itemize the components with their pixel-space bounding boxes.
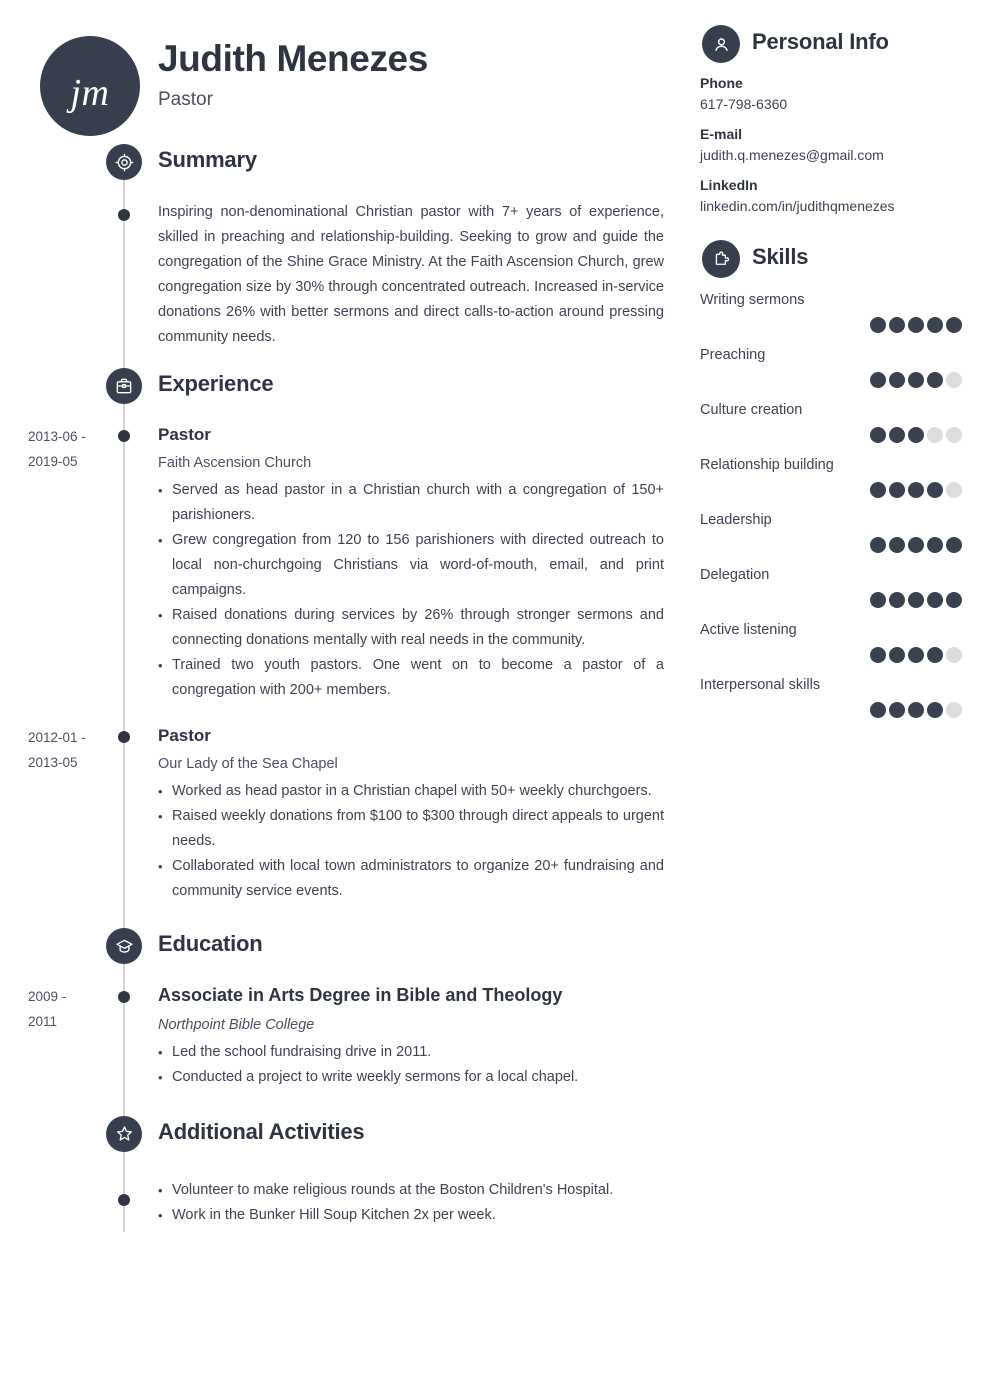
skill-row [700, 567, 990, 608]
skill-rating-dot [908, 372, 924, 388]
personal-info-header [700, 25, 990, 71]
skill-rating-dot [870, 702, 886, 718]
skills-header [700, 240, 990, 286]
section-header [0, 368, 690, 420]
skill-rating [700, 427, 990, 443]
person-icon [702, 25, 740, 63]
bullet-item: • Grew congregation from 120 to 156 parishioners with directed outreach to local non-churchgoing Christians via word-of-mouth, email, and print campaigns. [158, 528, 664, 603]
skill-rating [700, 317, 990, 333]
bullet-item: • Led the school fundraising drive in 2011. [158, 1040, 664, 1065]
entry-role: Pastor [158, 726, 211, 746]
section-header [0, 144, 690, 196]
section-experience [0, 368, 690, 904]
skill-rating-dot [870, 317, 886, 333]
section-activities [0, 1116, 690, 1228]
skill-rating-dot [908, 702, 924, 718]
skill-rating-dot [927, 592, 943, 608]
entry-degree: Associate in Arts Degree in Bible and Theology [158, 985, 563, 1006]
skill-name: Preaching [700, 347, 766, 363]
date-end: 2013-05 [28, 755, 78, 771]
section-education [0, 928, 690, 1089]
skill-rating-dot [927, 427, 943, 443]
skills-list [700, 292, 990, 718]
avatar-monogram: jm [70, 72, 110, 114]
contact-label: E-mail [700, 126, 743, 142]
summary-entry [0, 200, 690, 350]
experience-entries [0, 424, 690, 904]
section-title: Summary [158, 147, 257, 172]
skill-name: Leadership [700, 512, 772, 528]
date-start: 2009 - [28, 989, 67, 1005]
skill-rating-dot [946, 427, 962, 443]
timeline-dot [118, 209, 130, 221]
skills-title: Skills [752, 244, 809, 269]
skill-rating-dot [889, 702, 905, 718]
contact-value[interactable]: 617-798-6360 [700, 96, 788, 112]
skill-rating-dot [927, 482, 943, 498]
skill-rating-dot [889, 647, 905, 663]
activities-entry [0, 1178, 690, 1228]
section-title: Experience [158, 371, 274, 396]
target-icon [106, 144, 142, 180]
skill-rating-dot [927, 372, 943, 388]
entry-school: Northpoint Bible College [158, 1016, 315, 1033]
activities-bullet-list [158, 1178, 664, 1228]
skill-rating-dot [946, 647, 962, 663]
entry-body [0, 424, 690, 703]
star-icon [106, 1116, 142, 1152]
skill-rating-dot [870, 372, 886, 388]
skill-rating-dot [870, 537, 886, 553]
skill-rating [700, 647, 990, 663]
skill-rating-dot [889, 372, 905, 388]
skill-rating-dot [889, 537, 905, 553]
skill-rating-dot [927, 537, 943, 553]
job-title: Pastor [158, 88, 213, 110]
experience-entry [0, 424, 690, 703]
avatar [40, 36, 140, 136]
skill-rating-dot [870, 427, 886, 443]
skill-name: Interpersonal skills [700, 677, 821, 693]
page-title: Judith Menezes [158, 38, 428, 79]
activities-body [0, 1178, 690, 1228]
skill-rating [700, 592, 990, 608]
skill-rating-dot [946, 537, 962, 553]
bullet-item: • Served as head pastor in a Christian church with a congregation of 150+ parishioners. [158, 478, 664, 528]
bullet-list [158, 779, 664, 904]
bullet-item: • Work in the Bunker Hill Soup Kitchen 2x per week. [158, 1203, 664, 1228]
entry-body [0, 725, 690, 904]
contact-label: LinkedIn [700, 177, 758, 193]
skill-rating-dot [870, 647, 886, 663]
skill-row [700, 512, 990, 553]
skill-rating-dot [870, 482, 886, 498]
skill-rating-dot [870, 592, 886, 608]
contact-item [700, 177, 990, 214]
section-title: Education [158, 931, 263, 957]
skill-rating-dot [889, 317, 905, 333]
personal-info-title: Personal Info [752, 29, 889, 54]
experience-entry [0, 725, 690, 904]
bullet-item: • Conducted a project to write weekly sermons for a local chapel. [158, 1065, 664, 1090]
education-entry [0, 984, 690, 1089]
skill-row [700, 292, 990, 333]
contact-list [700, 75, 990, 214]
timeline-dot [118, 731, 130, 743]
education-entries [0, 984, 690, 1089]
skill-rating [700, 537, 990, 553]
date-end: 2011 [28, 1014, 58, 1030]
bullet-item: • Trained two youth pastors. One went on to become a pastor of a congregation with 200+ members. [158, 653, 664, 703]
bullet-item: • Worked as head pastor in a Christian chapel with 50+ weekly churchgoers. [158, 779, 664, 804]
timeline [0, 144, 690, 1228]
entry-body [0, 984, 690, 1089]
skill-rating-dot [946, 372, 962, 388]
skill-rating-dot [927, 702, 943, 718]
skill-rating [700, 372, 990, 388]
skill-rating-dot [908, 317, 924, 333]
skill-name: Culture creation [700, 402, 803, 418]
skill-rating-dot [908, 647, 924, 663]
contact-value[interactable]: linkedin.com/in/judithqmenezes [700, 198, 895, 214]
skill-name: Delegation [700, 567, 770, 583]
skill-rating-dot [908, 482, 924, 498]
skill-rating-dot [927, 647, 943, 663]
skill-row [700, 622, 990, 663]
date-end: 2019-05 [28, 454, 78, 469]
skill-name: Writing sermons [700, 292, 805, 308]
entry-organization: Faith Ascension Church [158, 455, 312, 472]
skill-rating [700, 702, 990, 718]
section-title: Additional Activities [158, 1118, 365, 1144]
skill-rating-dot [889, 482, 905, 498]
skill-rating-dot [889, 592, 905, 608]
entry-organization: Our Lady of the Sea Chapel [158, 756, 338, 773]
date-start: 2013-06 - [28, 429, 86, 444]
entry-date-range [0, 984, 100, 1034]
side-column [700, 0, 990, 732]
skill-row [700, 347, 990, 388]
bullet-list [158, 478, 664, 703]
bullet-list [158, 1040, 664, 1090]
resume-header [0, 22, 690, 144]
skill-row [700, 402, 990, 443]
skill-rating-dot [908, 592, 924, 608]
bullet-item: • Raised weekly donations from $100 to $300 through direct appeals to urgent needs. [158, 804, 664, 854]
section-header [0, 1116, 690, 1168]
timeline-dot [118, 1194, 130, 1206]
skill-rating-dot [946, 482, 962, 498]
skill-rating-dot [946, 592, 962, 608]
contact-item [700, 75, 990, 112]
bullet-item: • Raised donations during services by 26% through stronger sermons and connecting donations mentally with real needs in the community. [158, 603, 664, 653]
bullet-item: • Collaborated with local town administrators to organize 20+ fundraising and community service events. [158, 854, 664, 904]
bullet-item: • Volunteer to make religious rounds at the Boston Children's Hospital. [158, 1178, 664, 1203]
skill-rating [700, 482, 990, 498]
skill-name: Relationship building [700, 457, 834, 473]
skill-rating-dot [927, 317, 943, 333]
entry-date-range [0, 725, 100, 775]
contact-value[interactable]: judith.q.menezes@gmail.com [700, 147, 884, 163]
summary-body [0, 200, 690, 350]
section-summary [0, 144, 690, 350]
skill-row [700, 457, 990, 498]
graduation-cap-icon [106, 928, 142, 964]
summary-text: Inspiring non-denominational Christian pastor with 7+ years of experience, skilled in preaching and relationship-building. Seeking to grow and guide the congregation of the Shine Grace Ministry. At the Faith Ascension Church, grew congregation size by 30% through concentrated outreach. Increased in-service donations 26% with better sermons and direct calls-to-action around pressing community needs. [158, 204, 664, 345]
contact-item [700, 126, 990, 163]
skill-rating-dot [946, 317, 962, 333]
skill-name: Active listening [700, 622, 797, 638]
briefcase-icon [106, 368, 142, 404]
entry-date-range [0, 424, 100, 474]
skill-rating-dot [908, 427, 924, 443]
skill-rating-dot [946, 702, 962, 718]
contact-label: Phone [700, 75, 743, 91]
timeline-dot [118, 430, 130, 442]
puzzle-icon [702, 240, 740, 278]
skill-rating-dot [889, 427, 905, 443]
skill-row [700, 677, 990, 718]
skill-rating-dot [908, 537, 924, 553]
date-start: 2012-01 - [28, 730, 86, 746]
section-header [0, 928, 690, 980]
entry-role: Pastor [158, 425, 211, 444]
